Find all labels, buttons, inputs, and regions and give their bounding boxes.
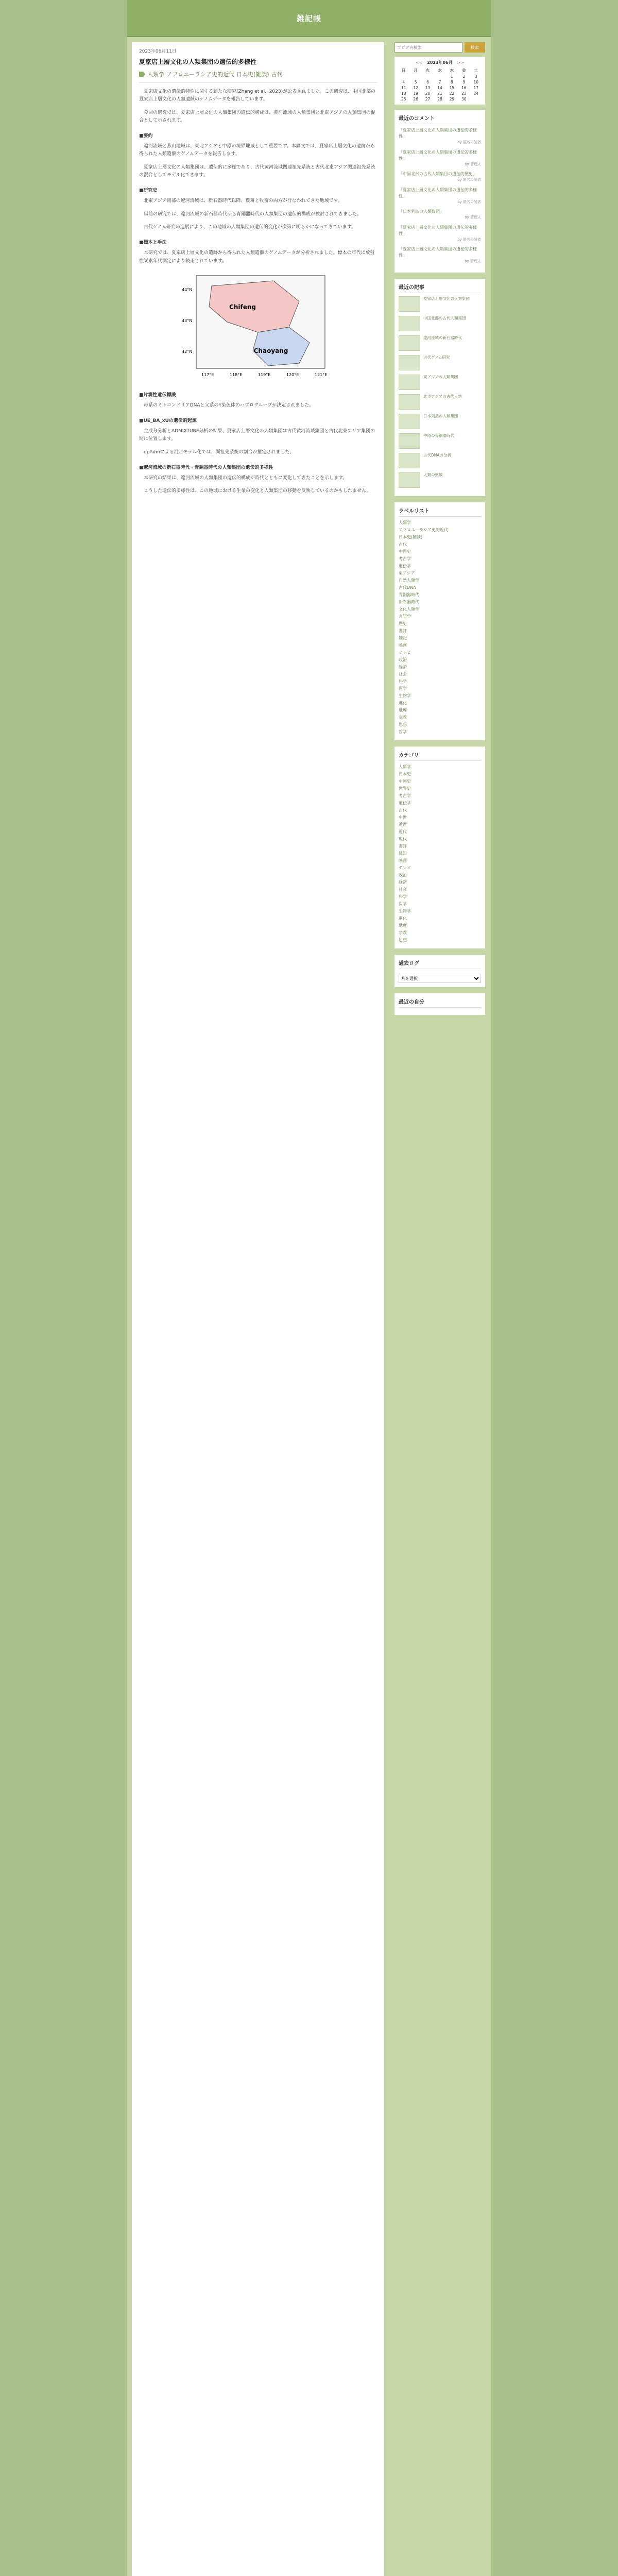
recent-post-title[interactable]: 古代ゲノム研究	[423, 354, 450, 360]
widget-title: ラベルリスト	[399, 506, 481, 517]
calendar-day[interactable]: 10	[473, 80, 479, 84]
comment-author: by 管理人	[465, 259, 481, 263]
paragraph: 主成分分析とADMIXTURE分析の結果、夏家店上層文化の人類集団は古代黄河流域集団と古代北東アジア集団の間に位置します。	[139, 429, 375, 442]
map-y-tick: 44°N	[182, 287, 193, 292]
calendar-day[interactable]: 6	[426, 80, 429, 84]
category-link[interactable]: 生物学	[399, 908, 411, 913]
comment-item[interactable]	[399, 209, 481, 221]
paragraph: 北東アジア南部の遼河流域は、新石器時代以降、農耕と牧畜の両方が行なわれてきた地域です。	[144, 198, 342, 204]
comment-text[interactable]: 「夏家店上層文化の人類集団の遺伝的多様性」	[399, 187, 477, 198]
calendar-day	[398, 74, 409, 79]
label-link[interactable]: 古代	[399, 541, 407, 547]
post-thumbnail[interactable]	[399, 375, 420, 390]
recent-post-item[interactable]	[399, 414, 481, 429]
category-link[interactable]: 社会	[399, 887, 407, 892]
section-heading: ■片親性遺伝標識	[139, 392, 176, 398]
post-thumbnail[interactable]	[399, 433, 420, 449]
calendar-weekday: 水	[438, 68, 442, 73]
calendar-day[interactable]: 12	[413, 86, 418, 90]
category-link[interactable]: 医学	[399, 901, 407, 906]
calendar-day[interactable]: 7	[438, 80, 441, 84]
section-heading: ■研究史	[139, 188, 158, 194]
archive-select[interactable]	[399, 974, 481, 983]
post-thumbnail[interactable]	[399, 316, 420, 331]
widget-title: 過去ログ	[399, 959, 481, 969]
comment-item[interactable]	[399, 246, 481, 264]
category-link[interactable]: 人類学	[399, 764, 411, 769]
tag-link[interactable]: 古代	[271, 71, 283, 78]
links-widget	[394, 993, 485, 1015]
post-thumbnail[interactable]	[399, 394, 420, 410]
label-link[interactable]: 文化人類学	[399, 606, 419, 612]
category-link[interactable]: 遺伝学	[399, 800, 411, 805]
post-thumbnail[interactable]	[399, 296, 420, 312]
comment-author: by 匿名の読者	[457, 237, 481, 242]
map-x-tick: 120°E	[286, 372, 299, 377]
recent-post-title[interactable]: 東アジアの人類集団	[423, 374, 458, 379]
paragraph: こうした遺伝的多様性は、この地域における生業の変化と人類集団の移動を反映しているのかもしれません。	[144, 488, 371, 494]
recent-post-item[interactable]	[399, 316, 481, 331]
calendar-day[interactable]: 9	[462, 80, 466, 84]
comment-author: by 匿名の読者	[457, 199, 481, 204]
label-link[interactable]: 中国史	[399, 549, 411, 554]
paragraph: 夏家店文化の遺伝的特性に関する新たな研究(Zhang et al., 2023)が公表されました。この研究は、中国北部の夏家店上層文化の人類遺骸のゲノムデータを報告しています。	[139, 89, 376, 103]
category-link[interactable]: 進化	[399, 916, 407, 921]
category-link[interactable]: 雑記	[399, 851, 407, 856]
label-link[interactable]: 進化	[399, 700, 407, 705]
widget-title: カテゴリ	[399, 751, 481, 761]
comment-author: by 匿名の読者	[457, 140, 481, 144]
map-x-tick: 121°E	[315, 372, 328, 377]
post-thumbnail[interactable]	[399, 414, 420, 429]
post-thumbnail[interactable]	[399, 355, 420, 370]
label-link[interactable]: 考古学	[399, 556, 411, 561]
label-link[interactable]: 古代DNA	[399, 585, 416, 590]
blog-post	[132, 42, 384, 506]
post-thumbnail[interactable]	[399, 472, 420, 488]
tag-icon	[139, 72, 145, 77]
site-title[interactable]: 雑記帳	[296, 13, 321, 23]
calendar-day[interactable]: 11	[401, 86, 406, 90]
category-link[interactable]: 映画	[399, 858, 407, 863]
recent-post-title[interactable]: 遼河流域の新石器時代	[423, 335, 462, 340]
post-body	[139, 88, 377, 496]
calendar-next-link[interactable]: >>	[457, 60, 464, 65]
tag-link[interactable]: 日本史(雑談)	[236, 71, 269, 78]
calendar-weekday: 金	[462, 68, 466, 73]
widget-title: 最近の記事	[399, 283, 481, 293]
label-link[interactable]: 日本史(雑談)	[399, 534, 423, 539]
region-map-figure	[181, 270, 335, 384]
recent-post-title[interactable]: 中国北部の古代人類集団	[423, 315, 466, 320]
calendar-day[interactable]: 28	[437, 97, 442, 101]
paragraph: 夏家店上層文化の人類集団は、遺伝的に多様であり、古代黄河流域関連祖先系統と古代北東アジア関連祖先系統の混合としてモデル化できます。	[139, 164, 375, 178]
calendar-grid	[398, 67, 482, 101]
map-y-tick: 42°N	[182, 349, 193, 354]
tag-link[interactable]: アフロユーラシア史的近代	[166, 71, 234, 78]
calendar-weekday: 月	[414, 68, 418, 73]
calendar-widget	[394, 57, 485, 105]
calendar-day[interactable]: 27	[425, 97, 431, 101]
comment-item[interactable]	[399, 187, 481, 205]
calendar-day[interactable]: 3	[474, 74, 477, 79]
calendar-day[interactable]: 21	[437, 91, 442, 96]
archive-widget	[394, 955, 485, 988]
recent-post-item[interactable]	[399, 355, 481, 370]
category-link[interactable]: 地理	[399, 923, 407, 928]
calendar-day[interactable]: 30	[461, 97, 467, 101]
label-link[interactable]: 自然人類学	[399, 578, 419, 583]
site-header	[127, 0, 491, 37]
paragraph: 今回の研究では、夏家店上層文化の人類集団の遺伝的構成は、黄河流域の人類集団と北東アジアの人類集団の混合として示されます。	[139, 110, 375, 123]
category-link[interactable]: 近代	[399, 829, 407, 834]
labels-widget	[394, 502, 485, 740]
calendar-day	[409, 74, 421, 79]
recent-post-item[interactable]	[399, 433, 481, 449]
comment-item[interactable]	[399, 171, 481, 183]
calendar-day[interactable]: 14	[437, 86, 442, 90]
comment-text[interactable]: 「夏家店上層文化の人類集団の遺伝的多様性」	[399, 128, 477, 139]
recent-post-item[interactable]	[399, 472, 481, 488]
calendar-day[interactable]: 4	[402, 80, 405, 84]
divider	[139, 82, 377, 83]
recent-post-list	[399, 296, 481, 488]
recent-post-title[interactable]: 中原の青銅器時代	[423, 433, 454, 438]
calendar-day[interactable]: 2	[462, 74, 466, 79]
category-link[interactable]: 科学	[399, 894, 407, 899]
widget-title: 最近の自分	[399, 997, 481, 1008]
calendar-weekday: 土	[474, 68, 478, 73]
label-link[interactable]: 言語学	[399, 614, 411, 619]
category-link[interactable]: 宗教	[399, 930, 407, 935]
comment-author: by 管理人	[465, 215, 481, 219]
label-link[interactable]: 政治	[399, 657, 407, 662]
recent-post-item[interactable]	[399, 375, 481, 390]
category-link[interactable]: 考古学	[399, 793, 411, 798]
category-link[interactable]: テレビ	[399, 865, 411, 870]
calendar-day[interactable]: 29	[449, 97, 455, 101]
categories-widget	[394, 747, 485, 948]
post-thumbnail[interactable]	[399, 453, 420, 468]
calendar-day[interactable]: 24	[473, 91, 479, 96]
calendar-day	[470, 97, 482, 101]
map-x-tick: 118°E	[230, 372, 243, 377]
calendar-day[interactable]: 16	[461, 86, 467, 90]
search-box	[394, 42, 485, 53]
category-link[interactable]: 政治	[399, 872, 407, 877]
calendar-day[interactable]: 8	[451, 80, 453, 84]
section-heading: ■UE_BA_xUの遺伝的起源	[139, 418, 197, 424]
paragraph: 母系のミトコンドリアDNAと父系のY染色体のハプログループが決定されました。	[144, 402, 314, 408]
post-title[interactable]: 夏家店上層文化の人類集団の遺伝的多様性	[139, 58, 257, 65]
label-link[interactable]: 経済	[399, 664, 407, 669]
label-link[interactable]: 歴史	[399, 621, 407, 626]
calendar-day[interactable]: 25	[401, 97, 406, 101]
search-input[interactable]	[394, 42, 462, 53]
site-frame	[127, 0, 491, 2576]
recent-post-item[interactable]	[399, 335, 481, 351]
paragraph: qpAdmによる混合モデル化では、両祖先系統の割合が推定されました。	[144, 449, 295, 455]
recent-post-item[interactable]	[399, 296, 481, 312]
paragraph: 遼河流域と燕山地域は、東北アジアと中原の境界地域として重要です。本論文では、夏家店上層文化の遺跡から得られた人類遺骸のゲノムデータを報告します。	[139, 144, 375, 157]
label-link[interactable]: 社会	[399, 671, 407, 676]
recent-post-title[interactable]: 古代DNAの分析	[423, 452, 452, 457]
calendar-day[interactable]: 17	[473, 86, 479, 90]
label-link[interactable]: 哲学	[399, 729, 407, 734]
label-link[interactable]: 科学	[399, 679, 407, 684]
comment-list	[399, 127, 481, 264]
paragraph: 本研究では、夏家店上層文化の遺跡から得られた人類遺骸のゲノムデータが分析されました。標本の年代は放射性炭素年代測定により較正されています。	[139, 250, 375, 264]
category-link[interactable]: 世界史	[399, 786, 411, 791]
label-link[interactable]: 宗教	[399, 715, 407, 720]
calendar-day[interactable]: 18	[401, 91, 406, 96]
map-x-tick: 117°E	[201, 372, 214, 377]
calendar-day[interactable]: 15	[449, 86, 455, 90]
category-link[interactable]: 中国史	[399, 778, 411, 784]
label-link[interactable]: 新石器時代	[399, 599, 419, 604]
comment-text[interactable]: 「夏家店上層文化の人類集団の遺伝的多様性」	[399, 247, 477, 258]
calendar-day[interactable]: 20	[425, 91, 431, 96]
recent-post-title[interactable]: 日本列島の人類集団	[423, 413, 458, 418]
comment-text[interactable]: 「夏家店上層文化の人類集団の遺伝的多様性」	[399, 225, 477, 236]
post-date: 2023年06月11日	[139, 49, 177, 54]
label-link[interactable]: 雑記	[399, 635, 407, 640]
label-link[interactable]: 人類学	[399, 520, 411, 525]
section-heading: ■遼河流域の新石器時代・青銅器時代の人類集団の遺伝的多様性	[139, 465, 273, 471]
paragraph: 古代ゲノム研究の進展により、この地域の人類集団の遺伝的変化が次第に明らかになってきています。	[144, 224, 356, 230]
label-link[interactable]: 東アジア	[399, 570, 415, 575]
category-link[interactable]: 書評	[399, 843, 407, 849]
comment-author: by 管理人	[465, 162, 481, 166]
recent-post-item[interactable]	[399, 453, 481, 468]
tag-link[interactable]: 人類学	[147, 71, 164, 78]
calendar-prev-link[interactable]: <<	[416, 60, 423, 65]
calendar-month: 2023年06月	[427, 60, 453, 65]
calendar-day[interactable]: 13	[425, 86, 431, 90]
recent-post-title[interactable]: 北東アジアの古代人類	[423, 394, 462, 399]
label-link[interactable]: 地理	[399, 707, 407, 713]
comment-text[interactable]: 「中国北部の古代人類集団の遺伝的歴史」	[399, 172, 477, 176]
comment-item[interactable]	[399, 149, 481, 167]
label-link[interactable]: 青銅器時代	[399, 592, 419, 597]
recent-posts-widget	[394, 279, 485, 496]
label-link[interactable]: 遺伝学	[399, 563, 411, 568]
calendar-day[interactable]: 19	[413, 91, 418, 96]
calendar-day[interactable]: 22	[449, 91, 455, 96]
calendar-weekday: 日	[401, 68, 406, 73]
label-link[interactable]: 思想	[399, 722, 407, 727]
calendar-nav	[398, 60, 482, 65]
calendar-day[interactable]: 23	[461, 91, 467, 96]
category-link[interactable]: 経済	[399, 879, 407, 885]
widget-title: 最近のコメント	[399, 114, 481, 124]
search-button[interactable]: 検索	[465, 42, 485, 53]
paragraph: 以前の研究では、遼河流域の新石器時代から青銅器時代の人類集団の遺伝的構成が検討されてきました。	[144, 211, 362, 217]
category-link[interactable]: 思想	[399, 937, 407, 942]
label-link[interactable]: 映画	[399, 642, 407, 648]
comment-item[interactable]	[399, 225, 481, 243]
calendar-weekday: 火	[425, 68, 430, 73]
category-link[interactable]: 中世	[399, 815, 407, 820]
category-link[interactable]: 近世	[399, 822, 407, 827]
label-link[interactable]: 書評	[399, 628, 407, 633]
section-heading: ■標本と手法	[139, 240, 167, 246]
label-link[interactable]: テレビ	[399, 650, 411, 655]
calendar-day	[434, 74, 445, 79]
map-label: Chaoyang	[253, 347, 288, 354]
comment-text[interactable]: 「夏家店上層文化の人類集団の遺伝的多様性」	[399, 149, 477, 161]
recent-post-title[interactable]: 夏家店上層文化の人類集団	[423, 296, 470, 301]
category-list	[399, 764, 481, 943]
section-heading: ■要約	[139, 133, 153, 139]
recent-post-title[interactable]: 人類の拡散	[423, 472, 443, 477]
comment-author: by 匿名の読者	[457, 178, 481, 182]
label-link[interactable]: 生物学	[399, 693, 411, 698]
category-link[interactable]: 日本史	[399, 771, 411, 776]
calendar-day[interactable]: 26	[413, 97, 418, 101]
paragraph: 本研究の結果は、遼河流域の人類集団の遺伝的構成が時代とともに変化してきたことを示します。	[144, 476, 348, 481]
region-map	[181, 270, 335, 384]
recent-comments-widget	[394, 110, 485, 273]
label-link[interactable]: アフロユーラシア史的近代	[399, 527, 448, 532]
comment-text[interactable]: 「日本列島の人類集団」	[399, 209, 444, 214]
category-link[interactable]: 現代	[399, 836, 407, 841]
map-label: Chifeng	[229, 303, 256, 311]
calendar-weekday: 木	[450, 68, 454, 73]
calendar-day[interactable]: 1	[451, 74, 453, 79]
map-x-tick: 119°E	[258, 372, 271, 377]
label-link[interactable]: 医学	[399, 686, 407, 691]
label-list	[399, 520, 481, 735]
post-tags	[139, 70, 377, 78]
main-content	[132, 42, 384, 2576]
comment-item[interactable]	[399, 127, 481, 145]
calendar-day	[422, 74, 434, 79]
category-link[interactable]: 古代	[399, 807, 407, 812]
calendar-day[interactable]: 5	[414, 80, 417, 84]
recent-post-item[interactable]	[399, 394, 481, 410]
map-y-tick: 43°N	[182, 318, 193, 323]
sidebar	[394, 42, 485, 1021]
post-thumbnail[interactable]	[399, 335, 420, 351]
